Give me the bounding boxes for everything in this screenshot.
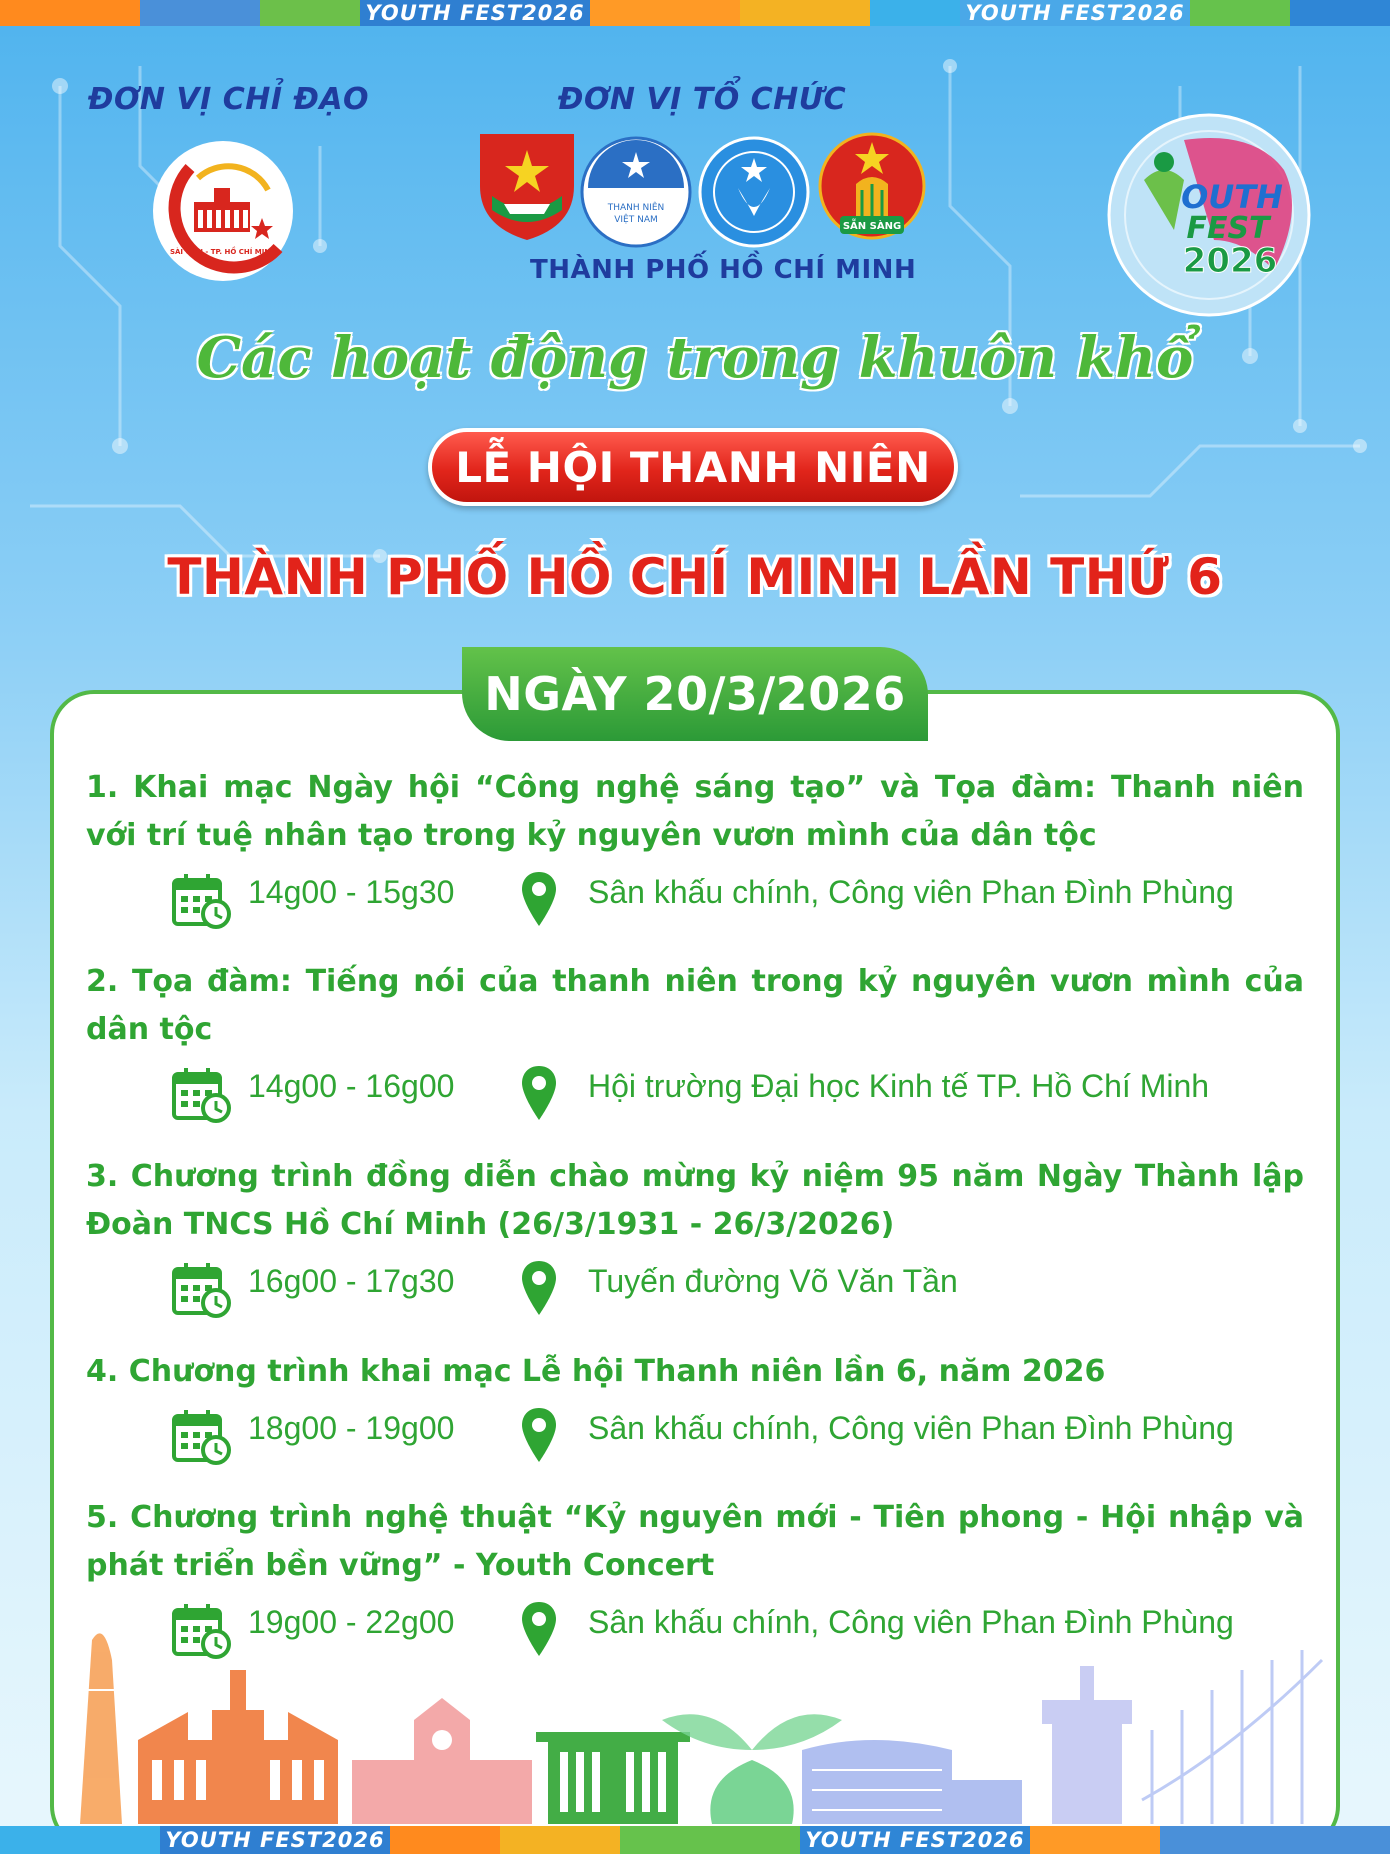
banner-text: YOUTH FEST2026 — [165, 1828, 385, 1852]
location-pin-icon — [520, 1064, 558, 1122]
strip-segment — [960, 0, 1190, 26]
youthfest-logo-year: 2026 — [1182, 241, 1278, 281]
strip-segment — [620, 1826, 800, 1854]
location-pin-icon — [520, 870, 558, 928]
strip-segment — [740, 0, 870, 26]
schedule-item-place: Hội trường Đại học Kinh tế TP. Hồ Chí Minh — [588, 1068, 1210, 1104]
schedule-item-title: 3. Chương trình đồng diễn chào mừng kỷ niệm 95 năm Ngày Thành lập Đoàn TNCS Hồ Chí Minh (26/3/1931 - 26/3/2026) — [86, 1159, 1304, 1242]
calendar-clock-icon — [172, 1261, 232, 1319]
schedule-item-place: Sân khấu chính, Công viên Phan Đình Phùng — [588, 1410, 1234, 1446]
hcmc-logo-text: SÀI GÒN - TP. HỒ CHÍ MINH — [169, 248, 277, 256]
festival-title-pill — [428, 428, 958, 506]
calendar-clock-icon — [172, 1408, 232, 1466]
strip-segment — [160, 1826, 390, 1854]
tnvn-logo-text-1: THANH NIÊN — [607, 203, 665, 213]
location-pin-icon — [520, 1406, 558, 1464]
strip-segment — [800, 1826, 1030, 1854]
activities-subtitle: Các hoạt động trong khuôn khổ — [196, 325, 1194, 391]
doan-thanh-nien-logo — [474, 130, 580, 242]
youthfest-logo-line1: OUTH — [1181, 178, 1283, 216]
schedule-item-meta — [0, 1257, 1390, 1317]
doi-logo-text: SẴN SÀNG — [842, 221, 902, 232]
schedule-item-title: 1. Khai mạc Ngày hội “Công nghệ sáng tạo” và Tọa đàm: Thanh niên với trí tuệ nhân tạo trong kỷ nguyên vươn mình của dân tộc — [86, 770, 1304, 853]
city-skyline-illustration — [52, 1600, 1338, 1824]
strip-segment — [1160, 1826, 1390, 1854]
tnvn-logo-text-2: VIỆT NAM — [614, 215, 658, 225]
schedule-item-place: Sân khấu chính, Công viên Phan Đình Phùng — [588, 1604, 1234, 1640]
directing-unit-label: ĐƠN VỊ CHỈ ĐẠO — [88, 82, 370, 117]
strip-segment — [390, 1826, 500, 1854]
organizing-unit-label: ĐƠN VỊ TỔ CHỨC — [558, 82, 847, 117]
strip-segment — [360, 0, 590, 26]
schedule-item-time: 19g00 - 22g00 — [248, 1604, 455, 1640]
strip-segment — [500, 1826, 620, 1854]
schedule-item-title: 5. Chương trình nghệ thuật “Kỷ nguyên mới - Tiên phong - Hội nhập và phát triển bền vững” - Youth Concert — [86, 1500, 1304, 1583]
city-edition-title: THÀNH PHỐ HỒ CHÍ MINH LẦN THỨ 6 — [167, 548, 1223, 606]
youth-fest-2026-logo — [1104, 110, 1314, 320]
location-pin-icon — [520, 1259, 558, 1317]
schedule-item-meta — [0, 868, 1390, 928]
strip-segment — [870, 0, 960, 26]
strip-segment — [590, 0, 740, 26]
schedule-item-meta — [0, 1404, 1390, 1464]
strip-segment — [0, 0, 140, 26]
top-banner-strip — [0, 0, 1390, 26]
hcmc-city-logo — [150, 138, 296, 284]
organizing-city: THÀNH PHỐ HỒ CHÍ MINH — [530, 255, 917, 285]
strip-segment — [1290, 0, 1390, 26]
schedule-item-time: 18g00 - 19g00 — [248, 1410, 455, 1446]
doi-thieu-nien-logo — [818, 132, 926, 246]
schedule-item-meta — [0, 1062, 1390, 1122]
calendar-clock-icon — [172, 1066, 232, 1124]
festival-title: LỄ HỘI THANH NIÊN — [455, 442, 931, 492]
schedule-item-place: Tuyến đường Võ Văn Tần — [588, 1263, 958, 1299]
hoi-lien-hiep-thanh-nien-logo — [580, 136, 692, 248]
calendar-clock-icon — [172, 872, 232, 930]
banner-text: YOUTH FEST2026 — [965, 1, 1185, 25]
strip-segment — [140, 0, 260, 26]
strip-segment — [0, 1826, 160, 1854]
banner-text: YOUTH FEST2026 — [365, 1, 585, 25]
schedule-item-time: 14g00 - 15g30 — [248, 874, 455, 910]
schedule-item-title: 2. Tọa đàm: Tiếng nói của thanh niên trong kỷ nguyên vươn mình của dân tộc — [86, 964, 1304, 1047]
schedule-date: NGÀY 20/3/2026 — [484, 667, 906, 721]
date-badge — [462, 647, 928, 741]
strip-segment — [1190, 0, 1290, 26]
strip-segment — [1030, 1826, 1160, 1854]
schedule-item-title: 4. Chương trình khai mạc Lễ hội Thanh niên lần 6, năm 2026 — [86, 1354, 1106, 1389]
hoi-sinh-vien-logo — [698, 136, 810, 248]
bottom-banner-strip — [0, 1826, 1390, 1854]
strip-segment — [260, 0, 360, 26]
banner-text: YOUTH FEST2026 — [805, 1828, 1025, 1852]
schedule-item-time: 14g00 - 16g00 — [248, 1068, 455, 1104]
youthfest-logo-line2: FEST — [1186, 211, 1270, 246]
schedule-item-place: Sân khấu chính, Công viên Phan Đình Phùng — [588, 874, 1234, 910]
schedule-item-time: 16g00 - 17g30 — [248, 1263, 455, 1299]
